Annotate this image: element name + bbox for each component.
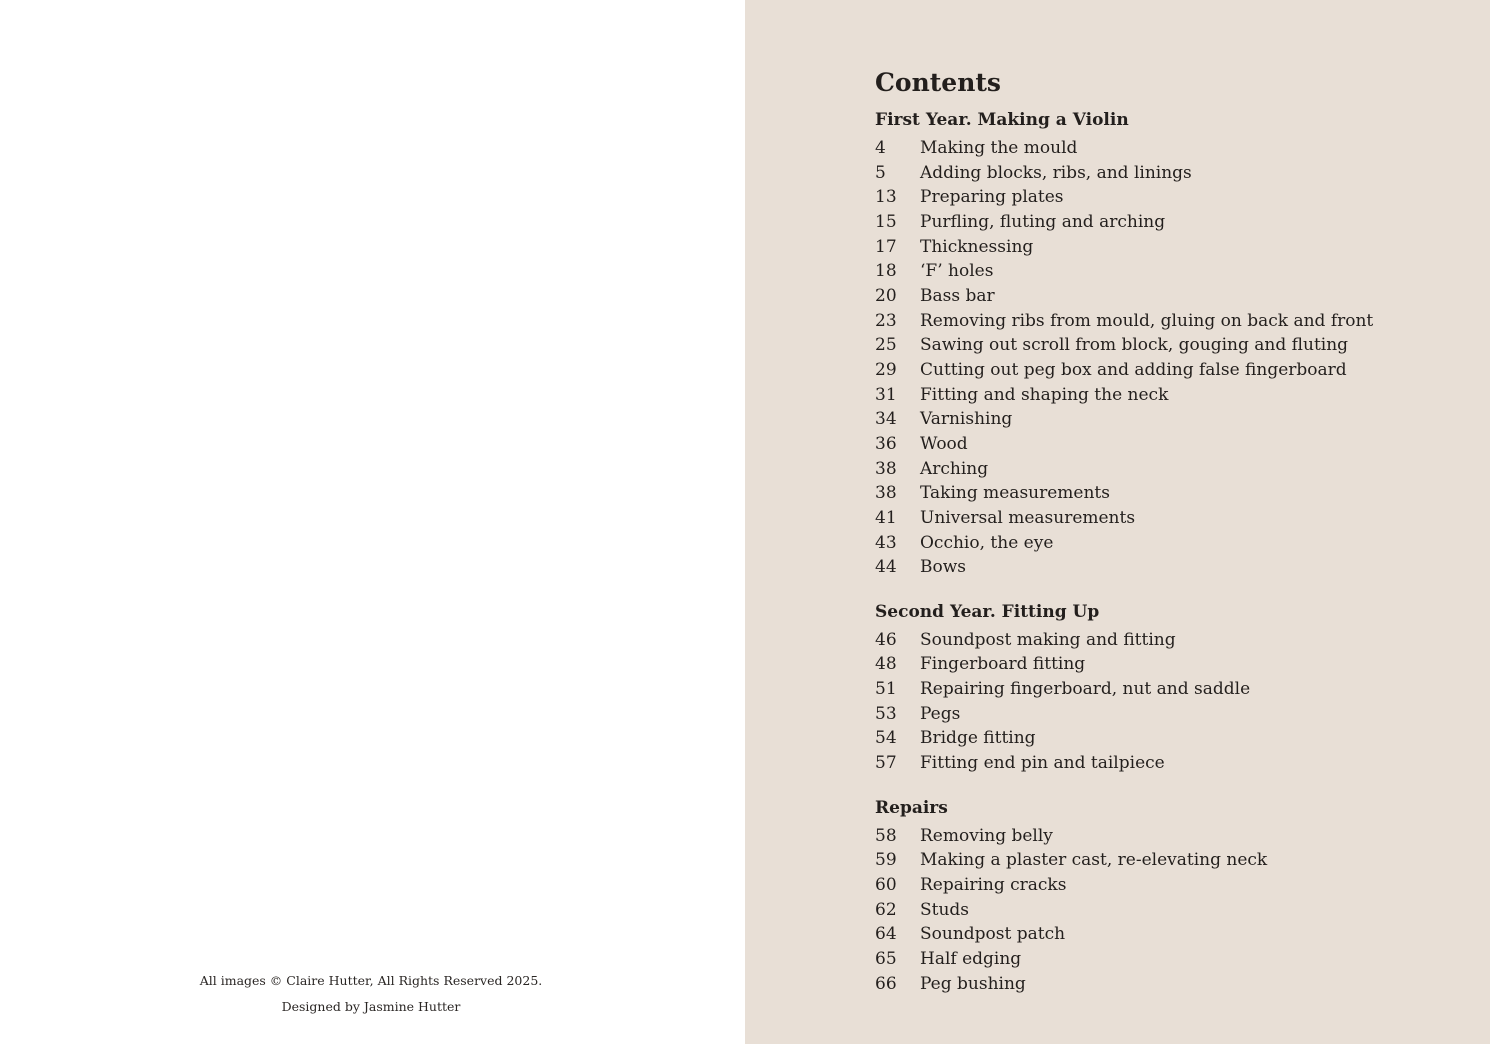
page-number: 51 [875, 679, 897, 700]
page-number: 64 [875, 924, 897, 945]
entry-title: Making the mould [920, 138, 1078, 158]
page-number: 57 [875, 753, 897, 774]
contents-entry [875, 333, 1475, 358]
page-number: 41 [875, 507, 897, 528]
contents-entry [875, 898, 1475, 923]
contents-title: Contents [875, 68, 1002, 97]
contents-entry [875, 652, 1475, 677]
entry-title: Sawing out scroll from block, gouging and fluting [920, 335, 1349, 356]
contents-entry [875, 677, 1475, 702]
page-number: 59 [875, 850, 897, 871]
page-number: 20 [875, 285, 897, 306]
page-number: 13 [875, 187, 897, 208]
entry-title: Bows [920, 557, 967, 578]
page-number: 23 [875, 310, 897, 331]
contents-entry [875, 407, 1475, 432]
contents-entry [875, 235, 1475, 260]
page-number: 18 [875, 261, 897, 282]
contents-entry [875, 972, 1475, 997]
contents-entry [875, 947, 1475, 972]
contents-entry [875, 284, 1475, 309]
contents-entry [875, 555, 1475, 580]
page-number: 65 [875, 949, 897, 970]
entry-title: Purfling, fluting and arching [920, 211, 1166, 232]
section-title: Second Year. Fitting Up [875, 601, 1100, 622]
page-number: 60 [875, 875, 897, 896]
designer-credit: Designed by Jasmine Hutter [281, 999, 461, 1014]
entry-title: Fitting end pin and tailpiece [920, 753, 1165, 774]
entry-title: Cutting out peg box and adding false fingerboard [920, 359, 1347, 380]
page-number: 29 [875, 359, 897, 380]
entry-title: Pegs [920, 703, 961, 724]
contents-entry [875, 531, 1475, 556]
entry-title: Arching [920, 458, 989, 479]
entry-title: Universal measurements [920, 507, 1136, 528]
page-number: 34 [875, 409, 897, 430]
page-number: 44 [875, 557, 897, 578]
entry-title: Bridge fitting [920, 728, 1036, 749]
contents-entry [875, 358, 1475, 383]
contents-sections [875, 108, 1475, 996]
page-number: 58 [875, 825, 897, 846]
contents-entry [875, 628, 1475, 653]
page-number: 48 [875, 654, 897, 675]
contents-entry [875, 309, 1475, 334]
entry-title: Wood [920, 433, 968, 454]
entry-title: ‘F’ holes [920, 261, 994, 282]
contents-section [875, 108, 1475, 580]
contents-entry [875, 922, 1475, 947]
entry-title: Studs [920, 899, 970, 920]
page-number: 38 [875, 458, 897, 479]
contents-section [875, 796, 1475, 997]
page-number: 54 [875, 728, 897, 749]
contents-entry [875, 848, 1475, 873]
entry-title: Removing ribs from mould, gluing on back and front [920, 310, 1374, 331]
contents-entry [875, 506, 1475, 531]
contents-entry [875, 259, 1475, 284]
entry-title: Varnishing [920, 409, 1013, 430]
page-number: 4 [875, 138, 886, 158]
page-number: 25 [875, 335, 897, 356]
table-of-contents [875, 66, 1475, 996]
entry-title: Fingerboard fitting [920, 654, 1086, 675]
contents-entry [875, 481, 1475, 506]
entry-title: Half edging [920, 949, 1022, 970]
entry-title: Bass bar [920, 285, 995, 306]
page-number: 53 [875, 703, 897, 724]
entry-title: Soundpost patch [920, 924, 1066, 945]
contents-entry [875, 726, 1475, 751]
page-number: 5 [875, 162, 886, 183]
credits [0, 968, 742, 1020]
section-title: Repairs [875, 797, 948, 818]
image-copyright: All images © Claire Hutter, All Rights Reserved 2025. [199, 973, 543, 988]
contents-entry [875, 161, 1475, 186]
section-entries [875, 136, 1475, 580]
page-number: 43 [875, 532, 897, 553]
entry-title: Soundpost making and fitting [920, 629, 1176, 650]
page-number: 38 [875, 483, 897, 504]
right-page [745, 0, 1490, 1044]
contents-entry [875, 432, 1475, 457]
page-number: 62 [875, 899, 897, 920]
section-entries [875, 824, 1475, 997]
entry-title: Repairing cracks [920, 875, 1067, 896]
contents-entry [875, 824, 1475, 849]
page-number: 36 [875, 433, 897, 454]
contents-entry [875, 136, 1475, 161]
page-number: 31 [875, 384, 897, 405]
page-number: 17 [875, 236, 897, 257]
entry-title: Adding blocks, ribs, and linings [920, 162, 1192, 183]
entry-title: Preparing plates [920, 187, 1064, 208]
contents-entry [875, 383, 1475, 408]
contents-entry [875, 873, 1475, 898]
entry-title: Occhio, the eye [920, 532, 1054, 553]
contents-entry [875, 457, 1475, 482]
entry-title: Thicknessing [920, 236, 1034, 257]
contents-section [875, 600, 1475, 776]
entry-title: Taking measurements [920, 483, 1110, 504]
entry-title: Making a plaster cast, re-elevating neck [920, 850, 1268, 871]
page-number: 15 [875, 211, 897, 232]
page-number: 46 [875, 629, 897, 650]
contents-entry [875, 210, 1475, 235]
contents-entry [875, 702, 1475, 727]
section-title: First Year. Making a Violin [875, 110, 1129, 130]
contents-entry [875, 185, 1475, 210]
contents-entry [875, 751, 1475, 776]
entry-title: Repairing fingerboard, nut and saddle [920, 679, 1251, 700]
entry-title: Fitting and shaping the neck [920, 384, 1169, 405]
entry-title: Removing belly [920, 825, 1053, 846]
page-number: 66 [875, 973, 897, 994]
entry-title: Peg bushing [920, 973, 1026, 994]
section-entries [875, 628, 1475, 776]
